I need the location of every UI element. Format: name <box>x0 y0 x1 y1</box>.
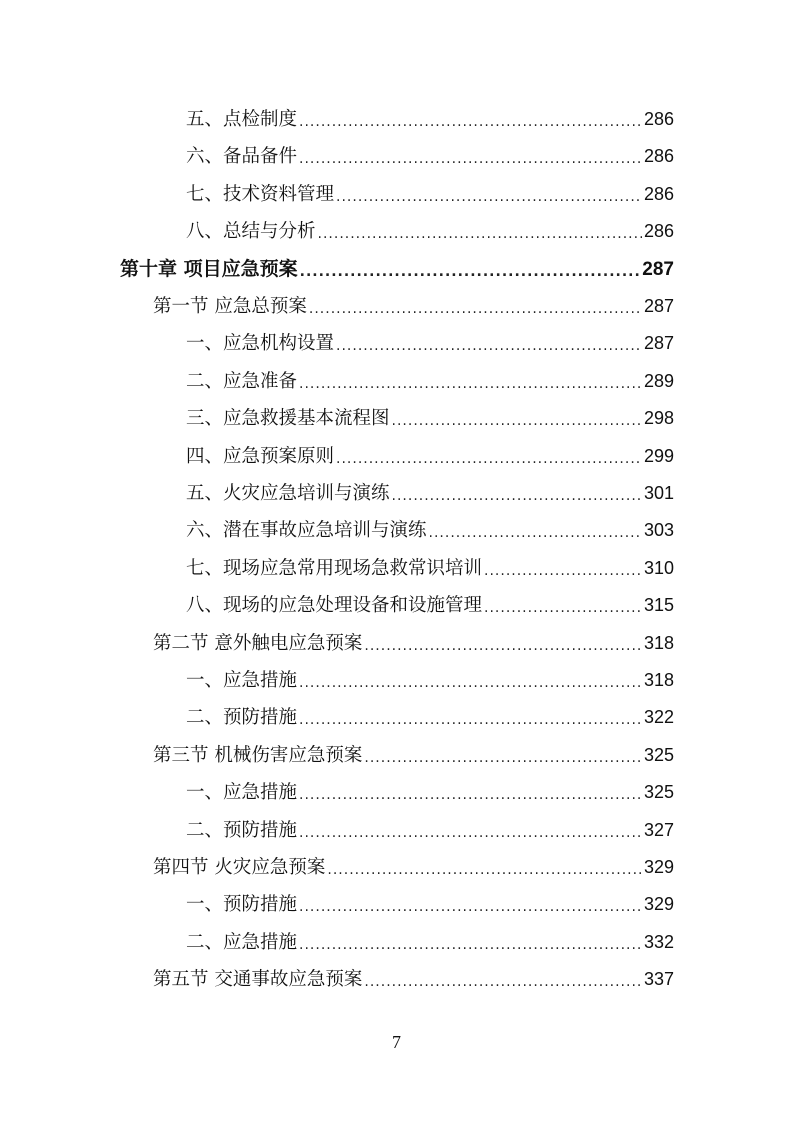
toc-entry-item[interactable] <box>186 924 674 961</box>
dot-leader <box>336 441 642 478</box>
toc-entry-page: 337 <box>643 969 674 990</box>
toc-entry-title: 八、现场的应急处理设备和设施管理 <box>186 595 483 617</box>
toc-entry-item[interactable] <box>186 325 674 362</box>
toc-entry-page: 325 <box>643 782 674 803</box>
toc-entry-page: 315 <box>643 595 674 616</box>
toc-entry-item[interactable] <box>186 774 674 811</box>
toc-entry-title: 一、预防措施 <box>186 894 298 916</box>
dot-leader <box>299 141 642 178</box>
page-number: 7 <box>392 1032 401 1052</box>
dot-leader <box>299 927 642 964</box>
toc-entry-page: 332 <box>643 931 674 952</box>
toc-entry-item[interactable] <box>186 886 674 923</box>
toc-entry-page: 329 <box>643 894 674 915</box>
toc-entry-page: 286 <box>643 146 674 167</box>
toc-entry-page: 286 <box>643 221 674 242</box>
dot-leader <box>484 590 642 627</box>
toc-entry-page: 299 <box>643 445 674 466</box>
toc-entry-page: 322 <box>643 707 674 728</box>
dot-leader <box>299 777 642 814</box>
toc-entry-item[interactable] <box>186 662 674 699</box>
toc-entry-title: 六、备品备件 <box>186 146 298 168</box>
toc-entry-title: 六、潜在事故应急培训与演练 <box>186 520 427 542</box>
dot-leader <box>336 328 642 365</box>
toc-entry-item[interactable] <box>186 213 674 250</box>
toc-entry-item[interactable] <box>186 699 674 736</box>
dot-leader <box>392 478 642 515</box>
dot-leader <box>327 852 642 889</box>
toc-entry-item[interactable] <box>186 512 674 549</box>
toc-entry-title: 第五节 交通事故应急预案 <box>153 969 363 991</box>
toc-entry-item[interactable] <box>186 438 674 475</box>
toc-entry-title: 二、应急措施 <box>186 931 298 953</box>
toc-entry-item[interactable] <box>186 812 674 849</box>
toc-entry-item[interactable] <box>186 363 674 400</box>
toc-entry-title: 二、预防措施 <box>186 819 298 841</box>
toc-entry-title: 第一节 应急总预案 <box>153 296 307 317</box>
dot-leader <box>364 628 642 665</box>
dot-leader <box>299 815 642 852</box>
toc-entry-title: 第十章 项目应急预案 <box>120 257 298 280</box>
toc-entry-page: 327 <box>643 819 674 840</box>
toc-entry-page: 298 <box>643 408 674 429</box>
toc-entry-page: 289 <box>643 370 674 391</box>
toc-entry-title: 八、总结与分析 <box>186 221 316 243</box>
toc-entry-page: 286 <box>643 183 674 204</box>
dot-leader <box>484 553 642 590</box>
toc-entry-page: 329 <box>643 857 674 877</box>
toc-entry-title: 第四节 火灾应急预案 <box>153 857 326 878</box>
toc-entry-page: 310 <box>643 557 674 578</box>
toc-entry-title: 二、应急准备 <box>186 370 298 392</box>
toc-entry-chapter[interactable] <box>120 251 674 288</box>
dot-leader <box>429 515 642 552</box>
toc-entry-title: 五、火灾应急培训与演练 <box>186 483 390 504</box>
toc-entry-page: 318 <box>643 632 674 653</box>
dot-leader <box>299 665 642 702</box>
toc-entry-title: 一、应急机构设置 <box>186 333 335 355</box>
dot-leader <box>336 179 642 216</box>
toc-entry-page: 287 <box>643 333 674 354</box>
dot-leader <box>309 291 642 328</box>
toc-entry-title: 七、技术资料管理 <box>186 183 335 205</box>
toc-entry-item[interactable] <box>186 400 674 437</box>
toc-entry-page: 325 <box>643 744 674 765</box>
toc-entry-section[interactable] <box>153 625 674 662</box>
dot-leader <box>299 702 642 739</box>
dot-leader <box>364 964 642 1001</box>
toc-entry-title: 四、应急预案原则 <box>186 445 335 467</box>
toc-entry-title: 一、应急措施 <box>186 670 298 691</box>
toc-entry-page: 318 <box>643 670 674 690</box>
dot-leader <box>299 366 642 403</box>
toc-entry-item[interactable] <box>186 138 674 175</box>
toc-entry-page: 286 <box>643 109 674 129</box>
toc-entry-section[interactable] <box>153 737 674 774</box>
toc-entry-page: 301 <box>643 483 674 503</box>
toc-entry-title: 二、预防措施 <box>186 707 298 729</box>
toc-entry-title: 第三节 机械伤害应急预案 <box>153 744 363 766</box>
toc-entry-item[interactable] <box>186 587 674 624</box>
toc-entry-item[interactable] <box>186 550 674 587</box>
toc-entry-page: 287 <box>642 258 674 280</box>
dot-leader <box>299 889 642 926</box>
dot-leader <box>392 403 642 440</box>
toc-entry-title: 五、点检制度 <box>186 109 298 130</box>
toc-entry-item[interactable] <box>186 475 674 512</box>
toc-entry-item[interactable] <box>186 101 674 138</box>
toc-entry-title: 一、应急措施 <box>186 782 298 804</box>
toc-entry-item[interactable] <box>186 176 674 213</box>
toc-entry-title: 七、现场应急常用现场急救常识培训 <box>186 557 483 579</box>
toc-entry-page: 303 <box>643 520 674 541</box>
toc-entry-title: 三、应急救援基本流程图 <box>186 408 390 430</box>
dot-leader <box>299 104 642 141</box>
toc-entry-title: 第二节 意外触电应急预案 <box>153 632 363 654</box>
dot-leader <box>364 740 642 777</box>
toc-entry-section[interactable] <box>153 288 674 325</box>
toc-entry-section[interactable] <box>153 849 674 886</box>
dot-leader <box>318 216 642 253</box>
toc-entry-page: 287 <box>643 296 674 316</box>
dot-leader <box>300 254 641 291</box>
toc-entry-section[interactable] <box>153 961 674 998</box>
